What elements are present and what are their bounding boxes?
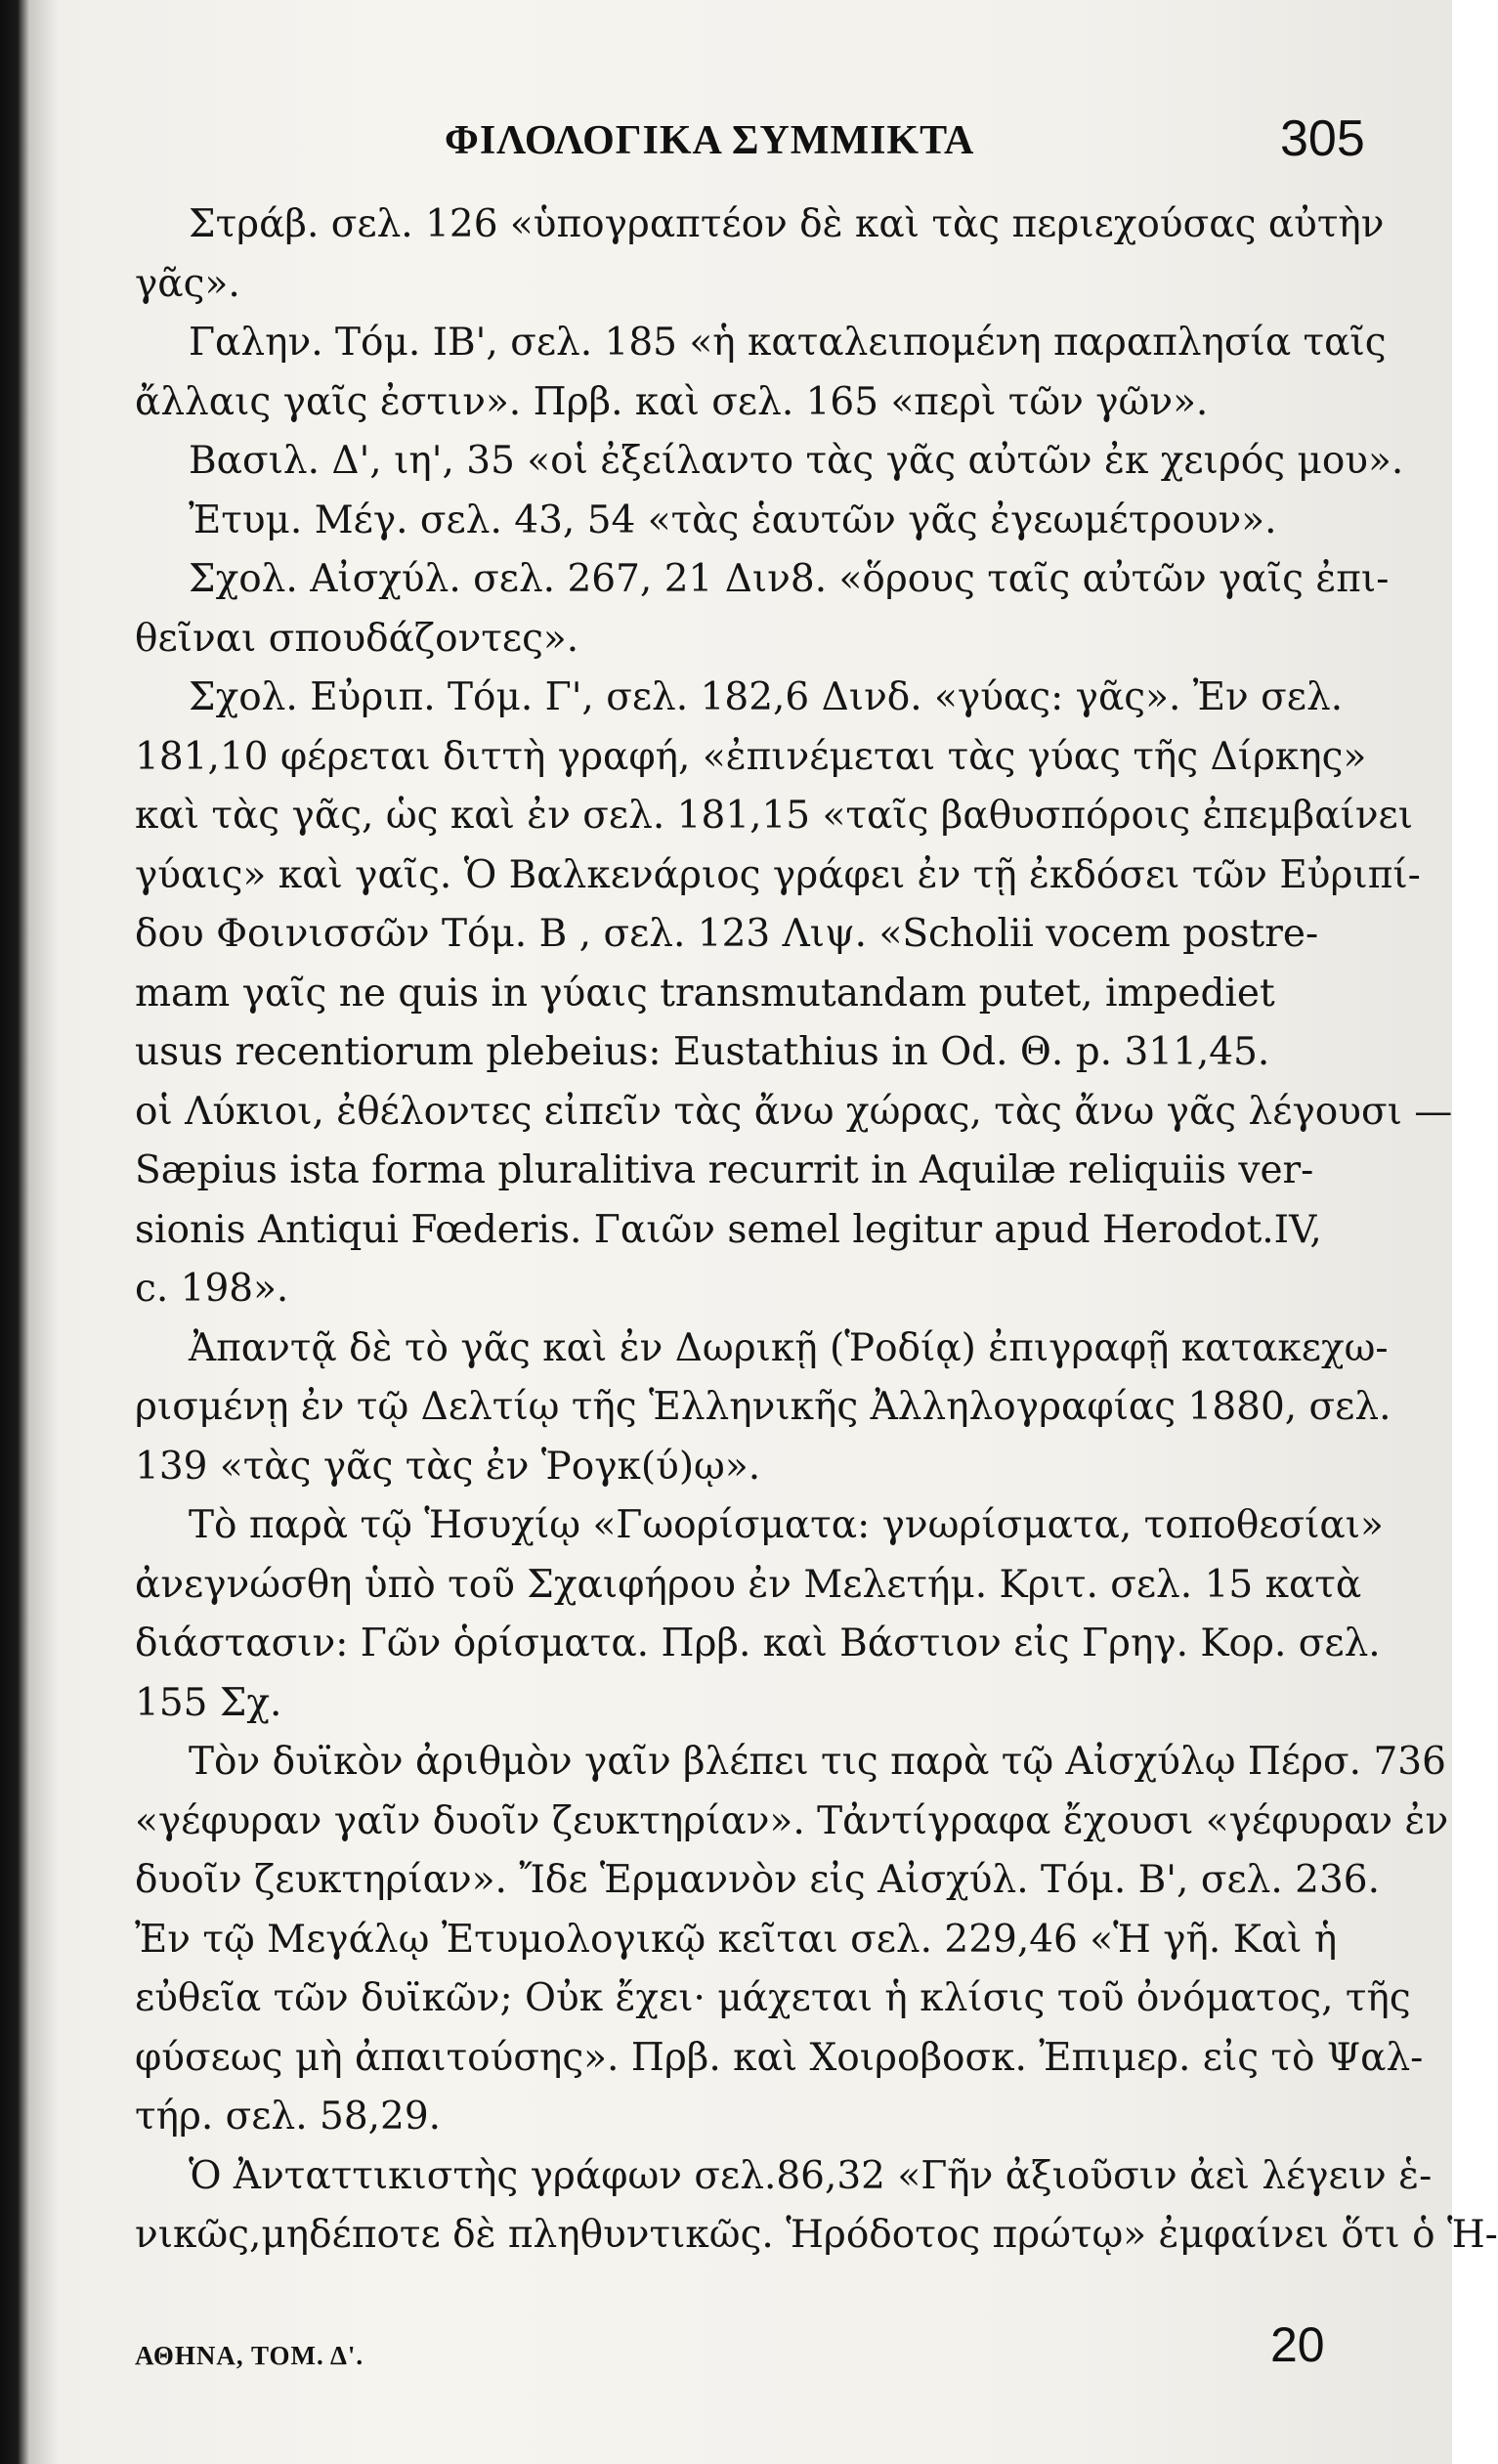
paragraph <box>135 314 1387 432</box>
text-line: Σχολ. Εὐριπ. Τόμ. Γ', σελ. 182,6 Δινδ. «γύας: γᾶς». Ἐν σελ. <box>189 675 1344 719</box>
text-line: Sæpius ista forma pluralitiva recurrit in Aquilæ reliquiis ver- <box>135 1148 1314 1192</box>
paragraph <box>135 432 1404 492</box>
text-line: mam γαῖς ne quis in γύαις transmutandam putet, impediet <box>135 971 1275 1016</box>
text-line: Ἀπαντᾷ δὲ τὸ γᾶς καὶ ἐν Δωρικῇ (Ῥοδίᾳ) ἐπιγραφῇ κατακεχω- <box>189 1325 1389 1370</box>
text-line: φύσεως μὴ ἀπαιτούσης». Πρβ. καὶ Χοιροβοσκ. Ἐπιμερ. εἰς τὸ Ψαλ- <box>135 2035 1424 2080</box>
text-line: Ἐν τῷ Μεγάλῳ Ἐτυμολογικῷ κεῖται σελ. 229,46 «Ἡ γῆ. Καὶ ἡ <box>135 1917 1338 1962</box>
signature-number: 20 <box>1270 2317 1325 2372</box>
body-text <box>135 195 1498 2266</box>
paragraph <box>135 195 1385 314</box>
text-line: Βασιλ. Δ', ιη', 35 «οἱ ἐξείλαντο τὰς γᾶς αὐτῶν ἐκ χειρός μου». <box>189 439 1404 483</box>
paragraph <box>135 1496 1384 1733</box>
text-line: ἀνεγνώσθη ὑπὸ τοῦ Σχαιφήρου ἐν Μελετήμ. Κριτ. σελ. 15 κατὰ <box>135 1562 1362 1607</box>
paragraph <box>135 492 1347 551</box>
text-line: «γέφυραν γαῖν δυοῖν ζευκτηρίαν». Τἀντίγραφα ἔχουσι «γέφυραν ἐν <box>135 1798 1449 1843</box>
text-line: Σχολ. Αἰσχύλ. σελ. 267, 21 Διν8. «ὅρους ταῖς αὐτῶν γαῖς ἐπι- <box>189 557 1390 601</box>
text-line: Τὸ παρὰ τῷ Ἡσυχίῳ «Γωορίσματα: γνωρίσματα, τοποθεσίαι» <box>189 1503 1384 1547</box>
page-number: 305 <box>1280 110 1365 167</box>
paragraph <box>135 1733 1449 2147</box>
text-line: γύαις» καὶ γαῖς. Ὁ Βαλκενάριος γράφει ἐν τῇ ἐκδόσει τῶν Εὐριπί- <box>135 852 1421 897</box>
text-line: γᾶς». <box>135 261 240 306</box>
text-line: ἄλλαις γαῖς ἐστιν». Πρβ. καὶ σελ. 165 «περὶ τῶν γῶν». <box>135 379 1209 424</box>
text-line: δου Φοινισσῶν Τόμ. Β , σελ. 123 Λιψ. «Scholii vocem postre- <box>135 912 1319 956</box>
signature-mark: ΑΘΗΝΑ, ΤΟΜ. Δ'. <box>135 2341 364 2370</box>
text-line: δυοῖν ζευκτηρίαν». Ἴδε Ἑρμαννὸν εἰς Αἰσχύλ. Τόμ. Β', σελ. 236. <box>135 1858 1380 1902</box>
text-line: Γαλην. Τόμ. ΙΒ', σελ. 185 «ἡ καταλειπομένη παραπλησία ταῖς <box>189 321 1387 365</box>
text-line: Στράβ. σελ. 126 «ὑπογραπτέον δὲ καὶ τὰς περιεχούσας αὐτὴν <box>189 202 1385 246</box>
text-line: οἱ Λύκιοι, ἐθέλοντες εἰπεῖν τὰς ἄνω χώρας, τὰς ἄνω γᾶς λέγουσι — <box>135 1089 1453 1134</box>
text-line: καὶ τὰς γᾶς, ὡς καὶ ἐν σελ. 181,15 «ταῖς βαθυσπόροις ἐπεμβαίνει <box>135 794 1414 838</box>
text-line: εὐθεῖα τῶν δυϊκῶν; Οὐκ ἔχει· μάχεται ἡ κλίσις τοῦ ὀνόματος, τῆς <box>135 1976 1411 2020</box>
text-line: usus recentiorum plebeius: Eustathius in Od. Θ. p. 311,45. <box>135 1030 1270 1074</box>
text-line: διάστασιν: Γῶν ὁρίσματα. Πρβ. καὶ Βάστιον εἰς Γρηγ. Κορ. σελ. <box>135 1621 1381 1665</box>
text-line: 181,10 φέρεται διττὴ γραφή, «ἐπινέμεται τὰς γύας τῆς Δίρκης» <box>135 734 1367 779</box>
text-line: νικῶς,μηδέποτε δὲ πληθυντικῶς. Ἡρόδοτος πρώτῳ» ἐμφαίνει ὅτι ὁ Ἡ- <box>135 2213 1498 2257</box>
paragraph <box>135 2147 1498 2266</box>
paragraph <box>135 1319 1391 1497</box>
page-header <box>0 90 1452 168</box>
running-title: ΦΙΛΟΛΟΓΙΚΑ ΣΥΜΜΙΚΤΑ <box>445 118 975 163</box>
text-line: c. 198». <box>135 1267 289 1311</box>
text-line: θεῖναι σπουδάζοντες». <box>135 616 579 661</box>
paragraph <box>135 669 1453 1319</box>
paragraph <box>135 550 1390 669</box>
text-line: sionis Antiqui Fœderis. Γαιῶν semel legitur apud Herodot.IV, <box>135 1207 1322 1252</box>
text-line: Ὁ Ἀνταττικιστὴς γράφων σελ.86,32 «Γῆν ἀξιοῦσιν ἀεὶ λέγειν ἑ- <box>189 2153 1433 2198</box>
text-line: 139 «τὰς γᾶς τὰς ἐν Ῥογκ(ύ)ῳ». <box>135 1444 761 1489</box>
text-line: ρισμένῃ ἐν τῷ Δελτίῳ τῆς Ἑλληνικῆς Ἀλληλογραφίας 1880, σελ. <box>135 1385 1391 1429</box>
text-line: 155 Σχ. <box>135 1680 282 1725</box>
text-line: Τὸν δυϊκὸν ἀριθμὸν γαῖν βλέπει τις παρὰ τῷ Αἰσχύλῳ Πέρσ. 736 <box>189 1740 1446 1784</box>
text-line: τήρ. σελ. 58,29. <box>135 2095 442 2139</box>
text-line: Ἐτυμ. Μέγ. σελ. 43, 54 «τὰς ἑαυτῶν γᾶς ἐγεωμέτρουν». <box>189 497 1277 542</box>
